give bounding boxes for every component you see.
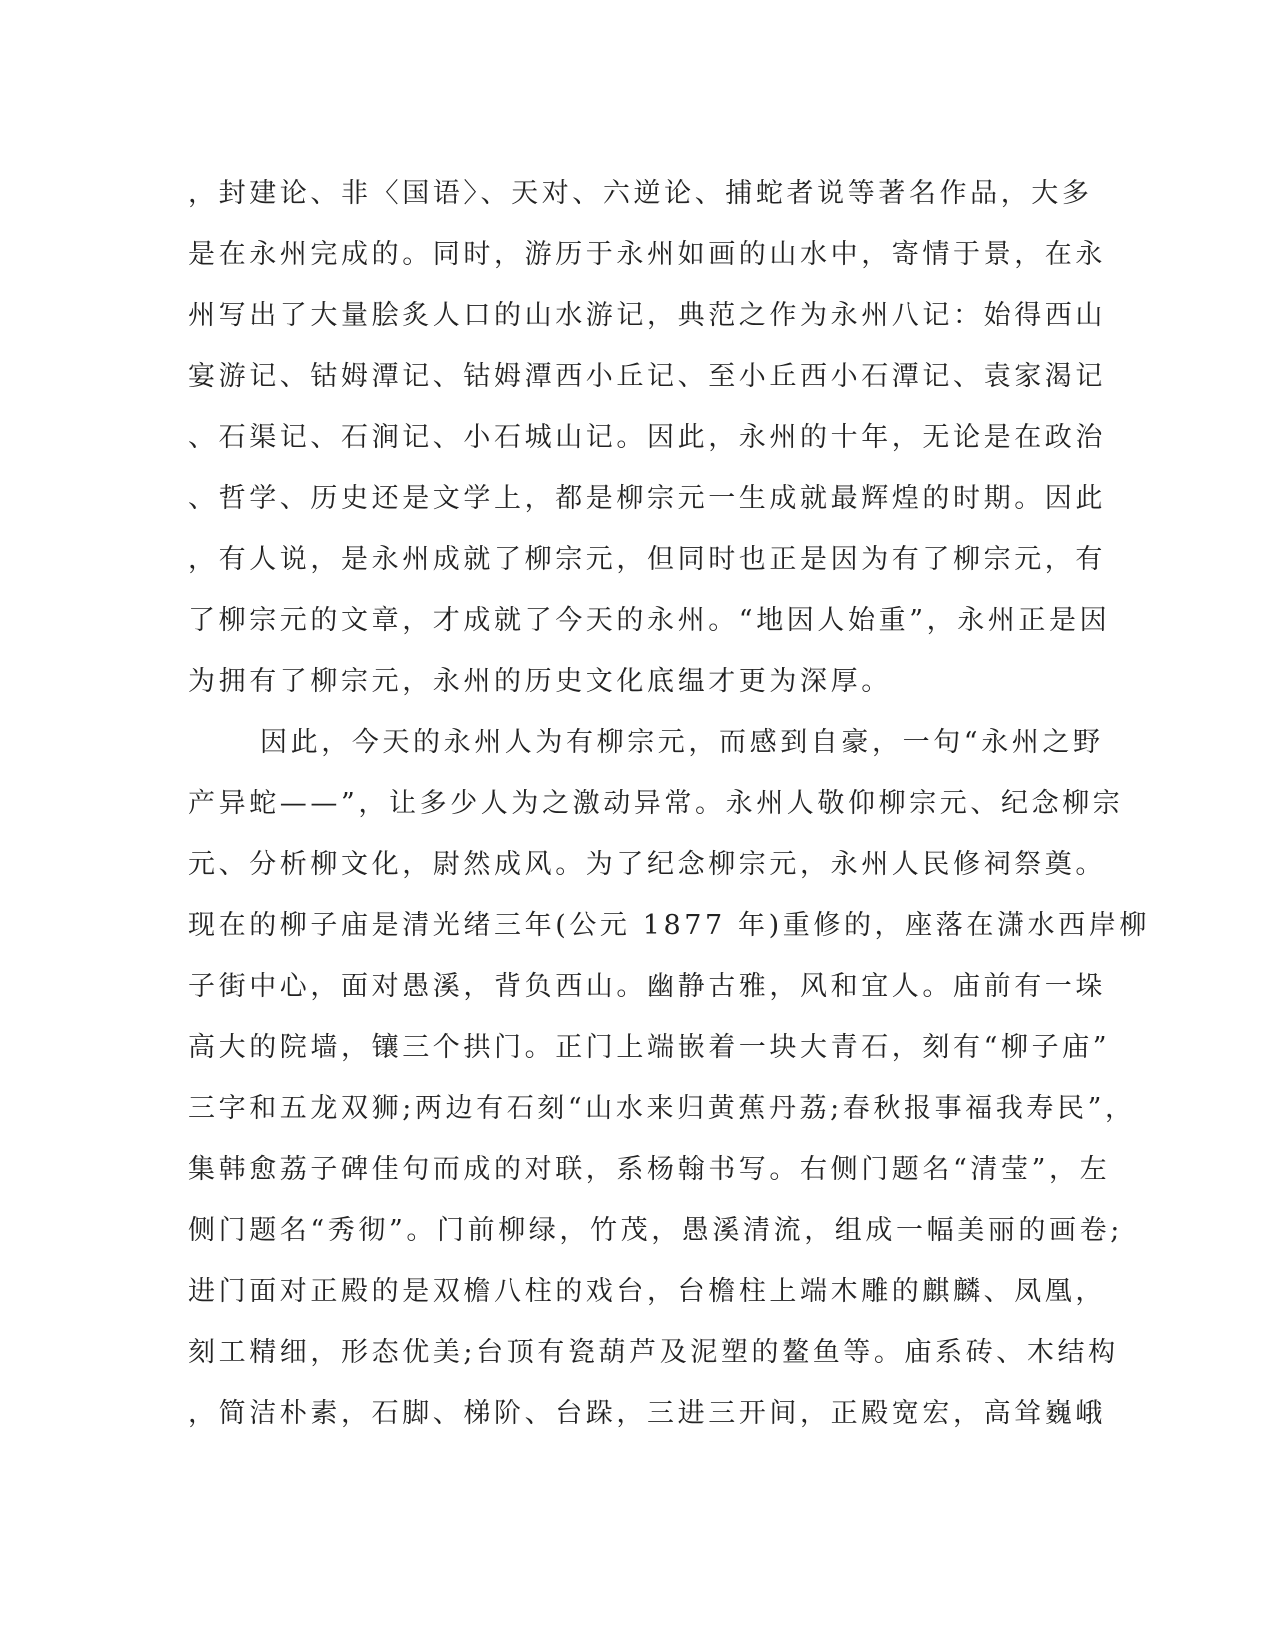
text-line: 州写出了大量脍炙人口的山水游记，典范之作为永州八记：始得西山 [188, 300, 1106, 331]
paragraph-first-line: 因此，今天的永州人为有柳宗元，而感到自豪，一句“永州之野 [260, 727, 1104, 758]
text-line: ，有人说，是永州成就了柳宗元，但同时也正是因为有了柳宗元，有 [188, 544, 1106, 575]
text-line: 、石渠记、石涧记、小石城山记。因此，永州的十年，无论是在政治 [188, 422, 1106, 453]
text-line: 集韩愈荔子碑佳句而成的对联，系杨翰书写。右侧门题名“清莹”，左 [188, 1154, 1111, 1185]
text-line: 子街中心，面对愚溪，背负西山。幽静古雅，风和宜人。庙前有一垛 [188, 971, 1106, 1002]
body-text [188, 163, 1150, 1444]
text-line: ，简洁朴素，石脚、梯阶、台跺，三进三开间，正殿宽宏，高耸巍峨 [188, 1398, 1106, 1429]
text-line: 进门面对正殿的是双檐八柱的戏台，台檐柱上端木雕的麒麟、凤凰， [188, 1276, 1106, 1307]
text-line: 、哲学、历史还是文学上，都是柳宗元一生成就最辉煌的时期。因此 [188, 483, 1106, 514]
text-line: 侧门题名“秀彻”。门前柳绿，竹茂，愚溪清流，组成一幅美丽的画卷; [188, 1215, 1123, 1246]
text-line: 三字和五龙双狮;两边有石刻“山水来归黄蕉丹荔;春秋报事福我寿民”， [188, 1093, 1136, 1124]
text-line: 产异蛇——”，让多少人为之激动异常。永州人敬仰柳宗元、纪念柳宗 [188, 788, 1124, 819]
text-line: 宴游记、钴姆潭记、钴姆潭西小丘记、至小丘西小石潭记、袁家渴记 [188, 361, 1106, 392]
text-line: 高大的院墙，镶三个拱门。正门上端嵌着一块大青石，刻有“柳子庙” [188, 1032, 1111, 1063]
text-line: 元、分析柳文化，尉然成风。为了纪念柳宗元，永州人民修祠祭奠。 [188, 849, 1106, 880]
text-line: 刻工精细，形态优美;台顶有瓷葫芦及泥塑的鳌鱼等。庙系砖、木结构 [188, 1337, 1119, 1368]
text-line: 是在永州完成的。同时，游历于永州如画的山水中，寄情于景，在永 [188, 239, 1106, 270]
text-line: 现在的柳子庙是清光绪三年(公元 1877 年)重修的，座落在潇水西岸柳 [188, 910, 1150, 941]
text-line: 为拥有了柳宗元，永州的历史文化底缊才更为深厚。 [188, 666, 892, 697]
text-line: 了柳宗元的文章，才成就了今天的永州。“地因人始重”，永州正是因 [188, 605, 1111, 636]
text-line: ，封建论、非〈国语〉、天对、六逆论、捕蛇者说等著名作品，大多 [188, 178, 1093, 209]
